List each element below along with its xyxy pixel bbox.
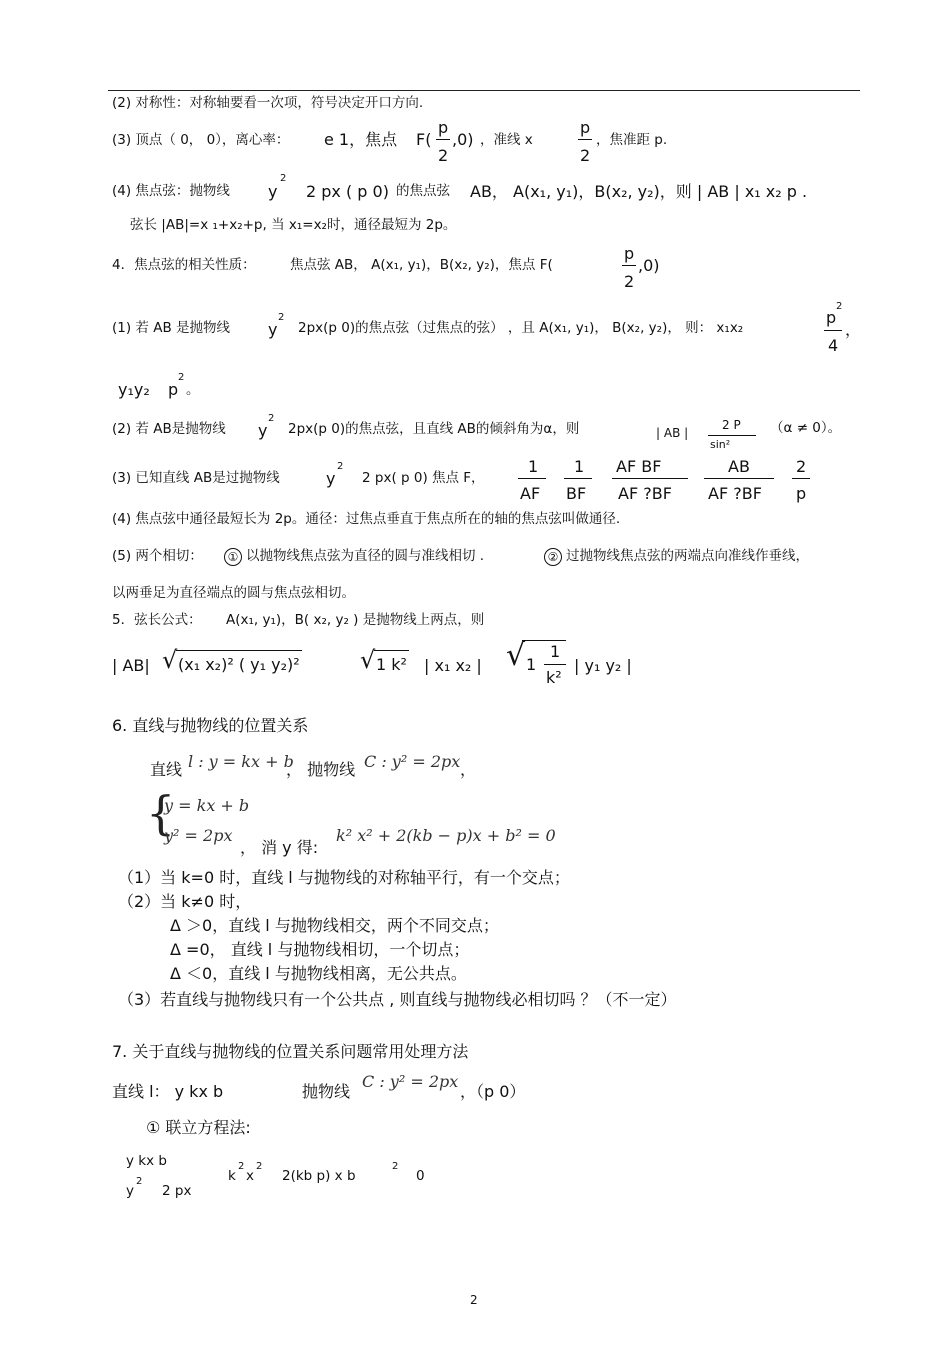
section-heading: 4．焦点弦的相关性质： — [112, 257, 256, 273]
frac-bar — [612, 478, 688, 479]
formula: | AB| — [112, 656, 150, 675]
sqrt-bar — [522, 640, 566, 641]
formula: ，焦准距 p. — [596, 132, 668, 148]
page-number: 2 — [470, 1293, 478, 1307]
formula: C : y² = 2px — [362, 1072, 459, 1091]
text-line: (5) 两个相切： — [112, 548, 203, 564]
superscript: 2 — [337, 461, 344, 472]
frac-den: BF — [566, 484, 587, 503]
formula: ，准线 x — [480, 132, 533, 148]
formula: y kx b — [126, 1153, 167, 1169]
frac-bar — [824, 330, 842, 331]
superscript: 2 — [268, 413, 275, 424]
frac-num: AB — [728, 457, 750, 476]
text-line: 直线 — [150, 760, 183, 779]
frac-bar — [518, 478, 546, 479]
circled-number: ② — [544, 548, 562, 566]
formula: 2 px — [162, 1183, 192, 1199]
text-line: Δ =0， 直线 l 与抛物线相切，一个切点； — [170, 940, 470, 959]
text-line: (2) 若 AB是抛物线 — [112, 421, 226, 437]
text-line: (4) 焦点弦中通径最短长为 2p。通径：过焦点垂直于焦点所在的轴的焦点弦叫做通径. — [112, 511, 621, 527]
frac-den: 2 — [438, 146, 449, 165]
frac-den: 2 — [580, 146, 591, 165]
formula: ， — [845, 320, 862, 339]
section-heading: 6. 直线与抛物线的位置关系 — [112, 716, 309, 735]
text-line: Δ ＞0，直线 l 与抛物线相交，两个不同交点； — [170, 916, 499, 935]
formula: 1 k² — [374, 650, 409, 674]
formula: k — [228, 1168, 236, 1184]
frac-den: AF ?BF — [618, 484, 672, 503]
section-heading: 7. 关于直线与抛物线的位置关系问题常用处理方法 — [112, 1042, 469, 1061]
formula: ,0) — [452, 130, 474, 149]
superscript: 2 — [238, 1161, 245, 1172]
frac-den: 2 — [624, 272, 635, 291]
text-line: ， — [460, 760, 477, 779]
formula: y — [326, 469, 336, 488]
text-line: (2) 对称性：对称轴要看一次项，符号决定开口方向. — [112, 95, 424, 111]
frac-den: p — [796, 484, 807, 503]
formula: 2(kb p) x b — [282, 1168, 356, 1184]
text-line: ， 抛物线 — [286, 760, 356, 779]
frac-num: 1 — [574, 457, 585, 476]
frac-bar — [544, 664, 566, 665]
text-line: 弦长 |AB|=x ₁+x₂+p, 当 x₁=x₂时，通径最短为 2p。 — [130, 217, 457, 233]
frac-bar — [792, 478, 810, 479]
formula: y — [268, 320, 278, 339]
text-line: (4) 焦点弦：抛物线 — [112, 183, 230, 199]
text-line: 过抛物线焦点弦的两端点向准线作垂线， — [566, 548, 809, 564]
text-line: （2）当 k≠0 时， — [118, 892, 252, 911]
formula: 0 — [416, 1168, 425, 1184]
formula: 2px(p 0)的焦点弦（过焦点的弦） ，且 A(x₁, y₁)， B(x₂, y₂)， 则： x₁x₂ — [298, 320, 744, 336]
sqrt-icon: √ — [506, 638, 526, 673]
formula: e 1，焦点 — [324, 130, 398, 149]
formula: ,0) — [638, 256, 660, 275]
circled-two-icon — [544, 546, 562, 566]
formula: F( — [416, 130, 432, 149]
frac-den: AF ?BF — [708, 484, 762, 503]
formula: | AB | — [656, 426, 689, 440]
formula: (x₁ x₂)² ( y₁ y₂)² — [176, 650, 302, 674]
section-heading: 5．弦长公式： — [112, 612, 202, 628]
formula: y — [258, 421, 268, 440]
text-line: (3) 顶点（ 0， 0），离心率： — [112, 132, 290, 148]
formula: | y₁ y₂ | — [574, 656, 632, 675]
formula: C : y² = 2px — [364, 752, 461, 771]
frac-num: p — [624, 244, 635, 263]
frac-bar — [578, 139, 592, 140]
text-line: 抛物线 — [302, 1082, 351, 1101]
formula: 直线 l： y kx b — [112, 1082, 224, 1101]
superscript: 2 — [256, 1161, 263, 1172]
frac-num: AF BF — [616, 457, 662, 476]
formula: p — [168, 380, 179, 399]
frac-num: 1 — [550, 642, 561, 661]
formula: A(x₁, y₁)，B( x₂, y₂ ) 是抛物线上两点，则 — [226, 612, 485, 628]
superscript: 2 — [392, 1161, 399, 1172]
formula: y₁y₂ — [118, 380, 150, 399]
text-line: 的焦点弦 — [396, 183, 450, 199]
frac-bar — [622, 265, 636, 266]
frac-bar — [708, 435, 756, 436]
formula: y — [126, 1183, 134, 1199]
text-line: ， 消 y 得: — [240, 838, 319, 857]
superscript: 2 — [280, 173, 287, 184]
text-line: （3）若直线与抛物线只有一个公共点 , 则直线与抛物线必相切吗 ？（不一定） — [118, 990, 677, 1009]
formula: y = kx + b — [164, 796, 250, 815]
text-line: （1）当 k=0 时，直线 l 与抛物线的对称轴平行，有一个交点； — [118, 868, 570, 887]
formula: x — [246, 1168, 254, 1184]
circled-number: ① — [224, 548, 242, 566]
frac-num: 2 — [796, 457, 807, 476]
frac-num: 2 P — [722, 418, 741, 432]
brace-icon: { — [146, 786, 176, 840]
formula: 焦点弦 AB， A(x₁, y₁)，B(x₂, y₂)，焦点 F( — [290, 257, 553, 273]
superscript: 2 — [278, 312, 285, 323]
formula: ，（p 0） — [460, 1082, 526, 1101]
superscript: 2 — [178, 372, 185, 383]
frac-bar — [704, 478, 774, 479]
text-line: 以两垂足为直径端点的圆与焦点弦相切。 — [112, 585, 355, 601]
text-line: 以抛物线焦点弦为直径的圆与准线相切 . — [246, 548, 485, 564]
frac-den: 4 — [828, 336, 839, 355]
formula: | x₁ x₂ | — [424, 656, 482, 675]
formula: l : y = kx + b — [188, 752, 294, 771]
circled-one-icon — [224, 546, 242, 566]
formula: y — [268, 182, 278, 201]
frac-num: p — [438, 118, 449, 137]
superscript: 2 — [836, 301, 843, 312]
text-line: (1) 若 AB 是抛物线 — [112, 320, 230, 336]
formula: 2 px ( p 0) — [306, 182, 389, 201]
frac-den: k² — [546, 668, 562, 687]
formula: y² = 2px — [164, 826, 233, 845]
formula: 2 px( p 0) 焦点 F， — [362, 470, 485, 486]
frac-num: 1 — [528, 457, 539, 476]
frac-bar — [564, 478, 592, 479]
formula: AB， A(x₁, y₁)，B(x₂, y₂)，则 | AB | x₁ x₂ p . — [470, 182, 808, 201]
frac-num: p — [580, 118, 591, 137]
formula: 1 — [526, 655, 537, 674]
sqrt-icon: √ — [162, 646, 178, 674]
frac-den: AF — [520, 484, 541, 503]
text-line: (3) 已知直线 AB是过抛物线 — [112, 470, 280, 486]
superscript: 2 — [136, 1176, 143, 1187]
formula: k² x² + 2(kb − p)x + b² = 0 — [336, 826, 556, 845]
text-line: ① 联立方程法: — [146, 1118, 251, 1137]
text-line: Δ ＜0，直线 l 与抛物线相离，无公共点。 — [170, 964, 467, 983]
sqrt-icon: √ — [360, 646, 376, 674]
frac-num: p — [826, 308, 837, 327]
formula: 2px(p 0)的焦点弦，且直线 AB的倾斜角为α，则 — [288, 421, 580, 437]
frac-den: sin² — [710, 438, 731, 451]
formula: 。 — [186, 382, 200, 398]
header-rule — [108, 90, 860, 91]
frac-bar — [436, 139, 450, 140]
text-line: （α ≠ 0）。 — [770, 420, 842, 436]
